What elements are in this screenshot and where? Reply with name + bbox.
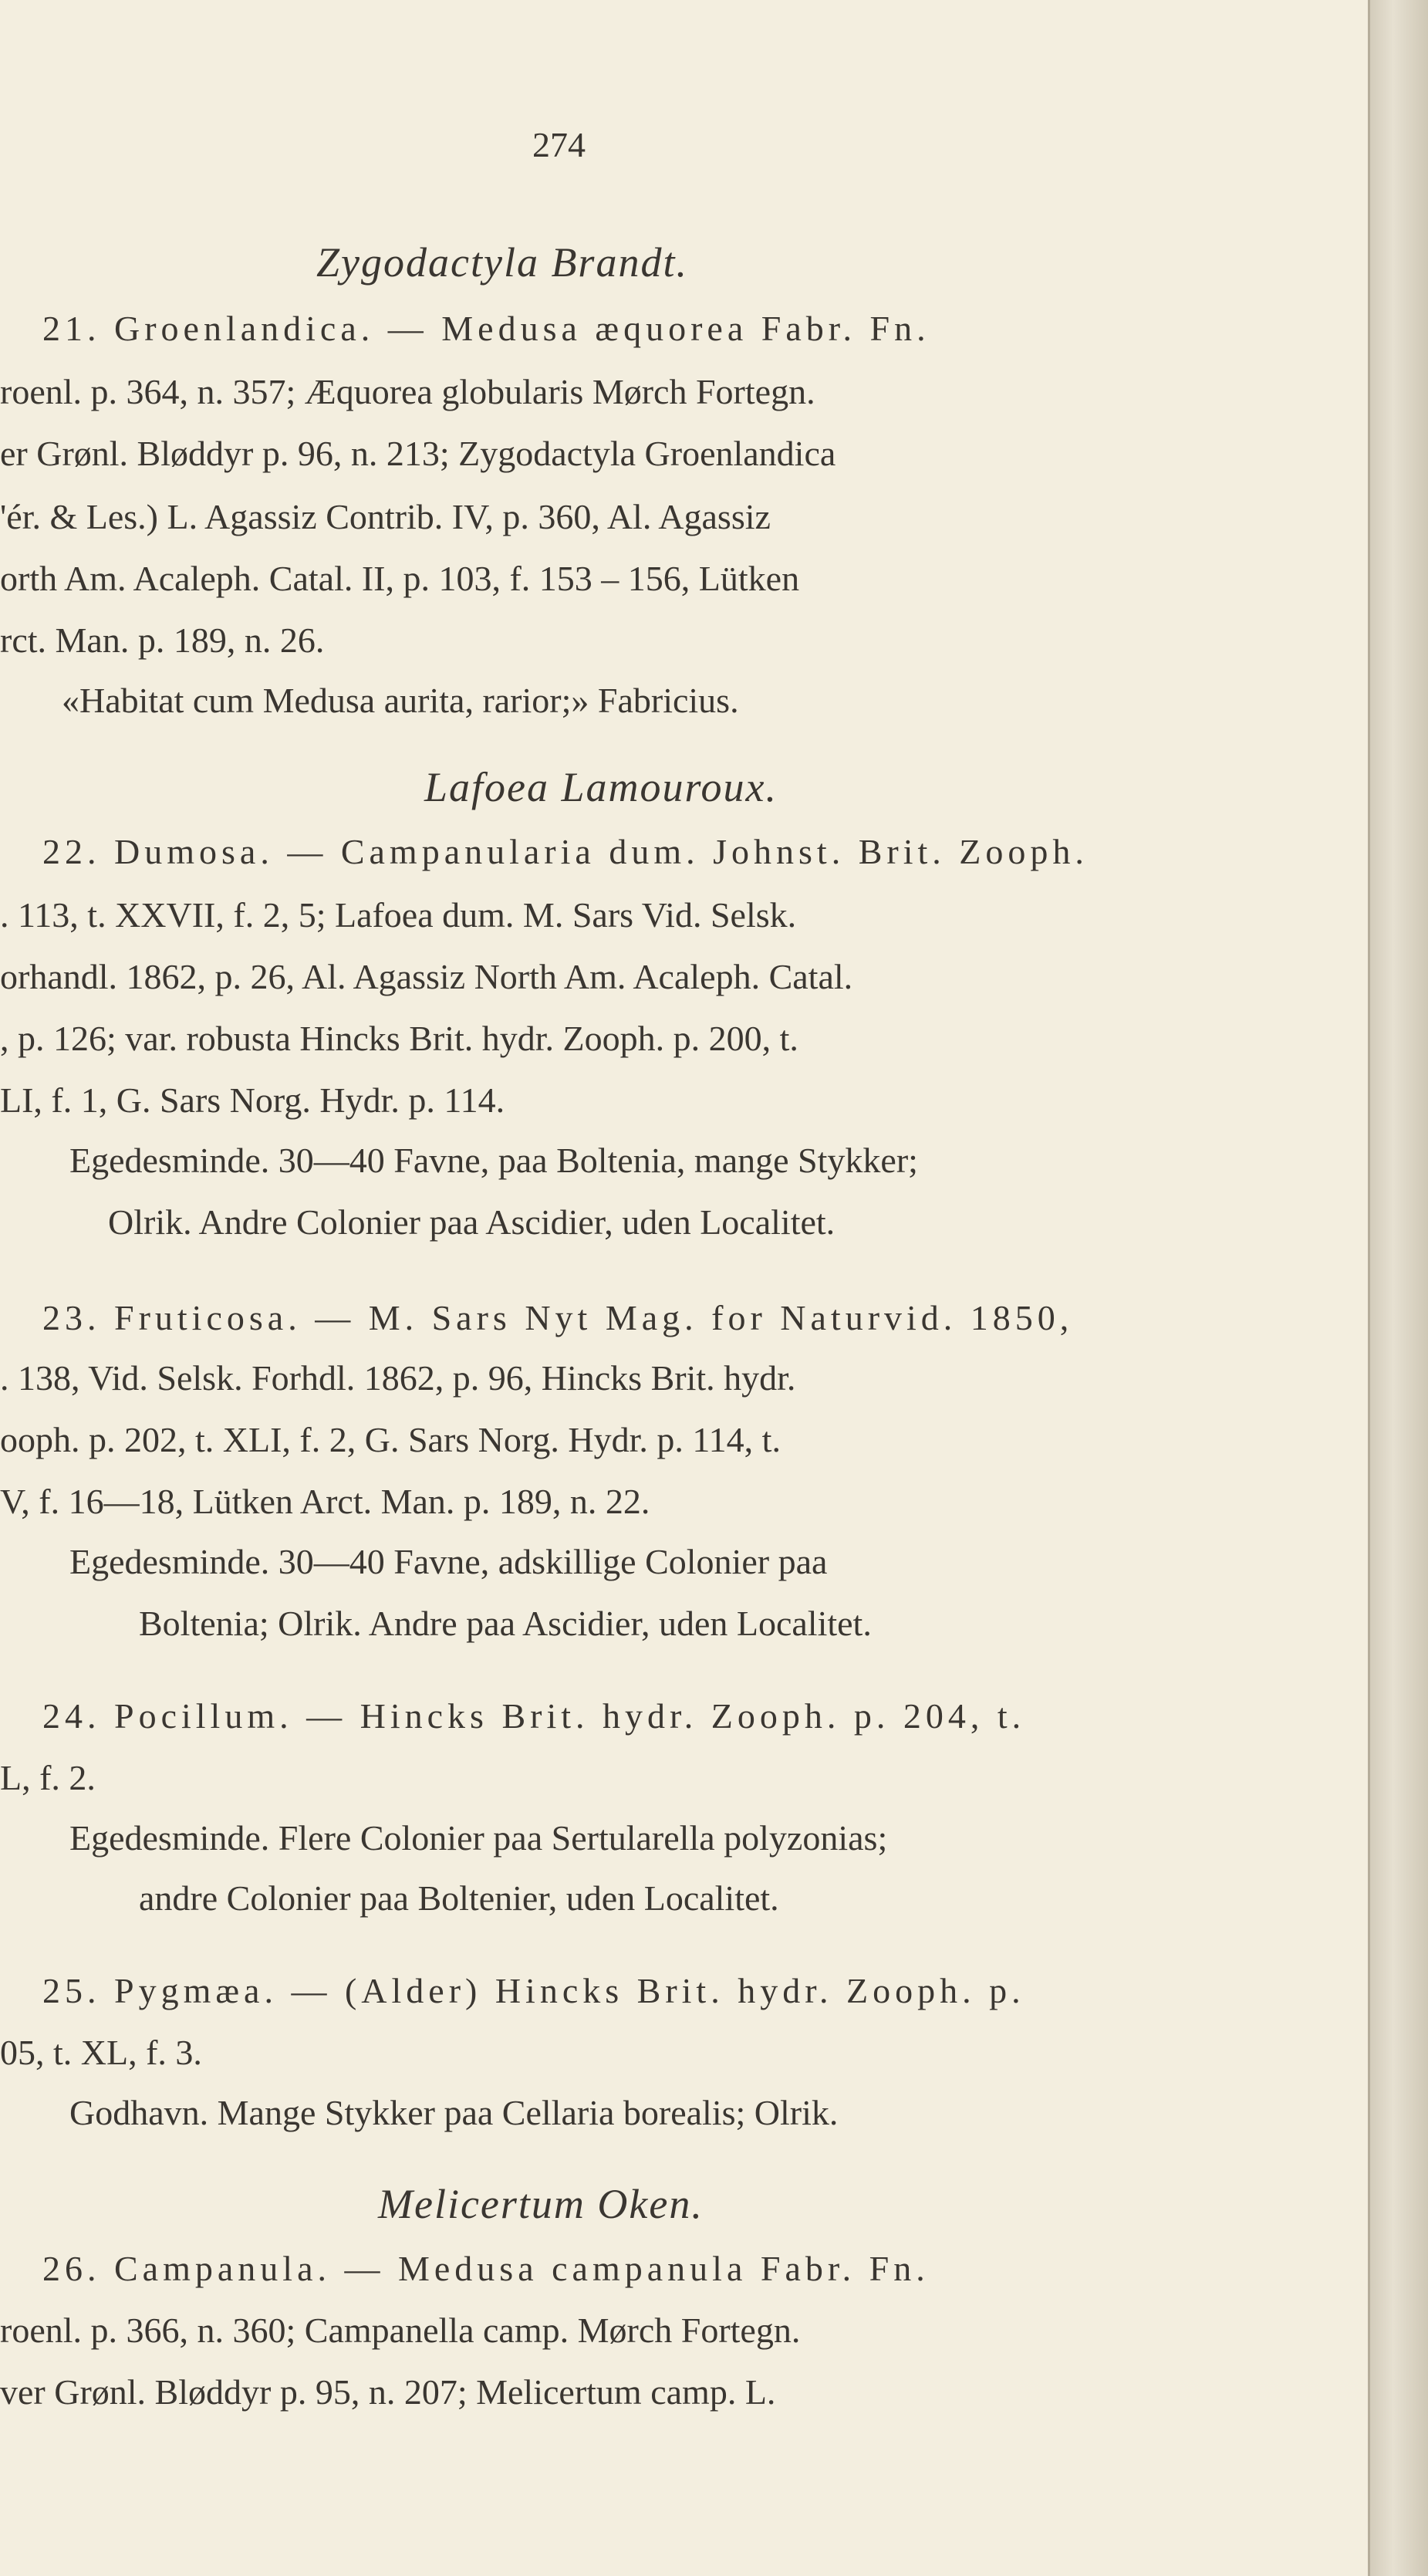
entry-26-line-1: 26. Campanula. — Medusa campanula Fabr. Fn. — [42, 2249, 930, 2288]
entry-24-line-2: L, f. 2. — [0, 1758, 96, 1797]
entry-23-locality-1: Egedesminde. 30—40 Favne, adskillige Colonier paa — [69, 1542, 828, 1581]
entry-24-locality-2: andre Colonier paa Boltenier, uden Localitet. — [139, 1878, 779, 1918]
entry-26-line-2: roenl. p. 366, n. 360; Campanella camp. Mørch Fortegn. — [0, 2311, 801, 2350]
entry-22-line-3: orhandl. 1862, p. 26, Al. Agassiz North Am. Acaleph. Catal. — [0, 957, 853, 996]
entry-21-line-5: orth Am. Acaleph. Catal. II, p. 103, f. 153 – 156, Lütken — [0, 559, 800, 598]
entry-23-line-3: ooph. p. 202, t. XLI, f. 2, G. Sars Norg. Hydr. p. 114, t. — [0, 1420, 781, 1459]
genus-heading-melicertum: Melicertum Oken. — [378, 2181, 704, 2227]
entry-21-habitat: «Habitat cum Medusa aurita, rarior;» Fabricius. — [62, 681, 739, 720]
genus-heading-lafoea: Lafoea Lamouroux. — [424, 764, 778, 810]
entry-24-locality-1: Egedesminde. Flere Colonier paa Sertularella polyzonias; — [69, 1818, 888, 1858]
entry-21-line-3: er Grønl. Bløddyr p. 96, n. 213; Zygodactyla Groenlandica — [0, 434, 836, 473]
entry-23-line-1: 23. Fruticosa. — M. Sars Nyt Mag. for Naturvid. 1850, — [42, 1298, 1074, 1337]
entry-21-line-6: rct. Man. p. 189, n. 26. — [0, 620, 325, 660]
entry-23-line-4: V, f. 16—18, Lütken Arct. Man. p. 189, n. 22. — [0, 1482, 650, 1521]
entry-22-locality-2: Olrik. Andre Colonier paa Ascidier, uden Localitet. — [108, 1202, 836, 1242]
entry-24-line-1: 24. Pocillum. — Hincks Brit. hydr. Zooph. p. 204, t. — [42, 1696, 1026, 1736]
entry-23-locality-2: Boltenia; Olrik. Andre paa Ascidier, uden Localitet. — [139, 1604, 872, 1643]
entry-22-line-1: 22. Dumosa. — Campanularia dum. Johnst. Brit. Zooph. — [42, 832, 1089, 871]
entry-25-locality: Godhavn. Mange Stykker paa Cellaria borealis; Olrik. — [69, 2093, 839, 2132]
book-page-edge — [1368, 0, 1428, 2576]
entry-23-line-2: . 138, Vid. Selsk. Forhdl. 1862, p. 96, Hincks Brit. hydr. — [0, 1358, 796, 1398]
genus-heading-zygodactyla: Zygodactyla Brandt. — [316, 239, 688, 286]
entry-21-line-4: 'ér. & Les.) L. Agassiz Contrib. IV, p. 360, Al. Agassiz — [0, 497, 771, 536]
entry-25-line-1: 25. Pygmæa. — (Alder) Hincks Brit. hydr. Zooph. p. — [42, 1971, 1025, 2010]
entry-22-line-5: LI, f. 1, G. Sars Norg. Hydr. p. 114. — [0, 1080, 505, 1120]
entry-26-line-3: ver Grønl. Bløddyr p. 95, n. 207; Melicertum camp. L. — [0, 2372, 776, 2412]
page-number: 274 — [532, 125, 586, 164]
entry-21-line-2: roenl. p. 364, n. 357; Æquorea globularis Mørch Fortegn. — [0, 372, 815, 411]
entry-25-line-2: 05, t. XL, f. 3. — [0, 2033, 202, 2072]
entry-21-line-1: 21. Groenlandica. — Medusa æquorea Fabr. Fn. — [42, 309, 930, 348]
entry-22-locality-1: Egedesminde. 30—40 Favne, paa Boltenia, mange Stykker; — [69, 1141, 918, 1180]
entry-22-line-4: , p. 126; var. robusta Hincks Brit. hydr. Zooph. p. 200, t. — [0, 1019, 798, 1058]
entry-22-line-2: . 113, t. XXVII, f. 2, 5; Lafoea dum. M. Sars Vid. Selsk. — [0, 895, 797, 935]
